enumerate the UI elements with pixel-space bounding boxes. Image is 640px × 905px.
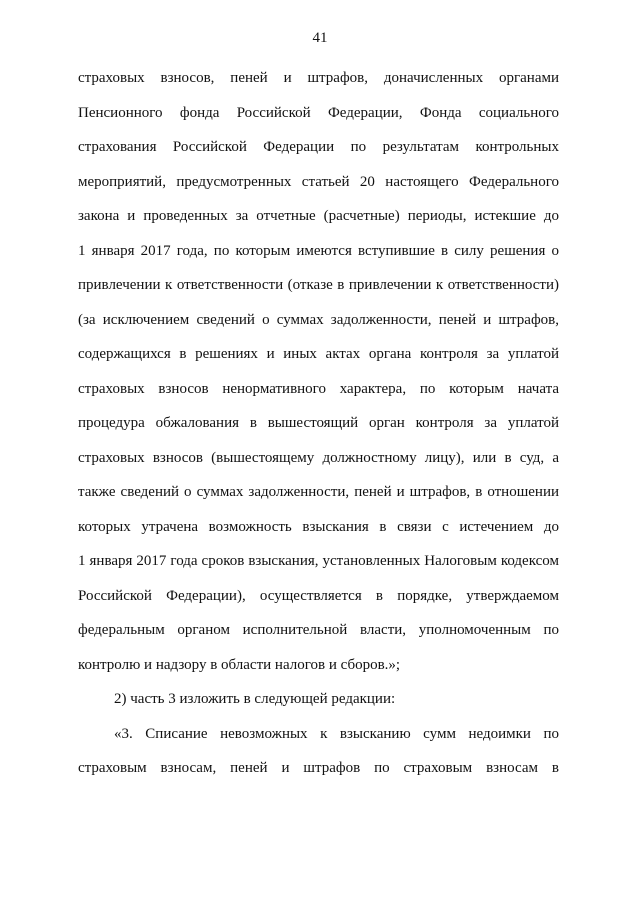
text-line: страховым взносам, пеней и штрафов по страховым взносам в [78, 760, 559, 776]
paragraph-item-2: 2) часть 3 изложить в следующей редакции: [114, 691, 396, 707]
document-body [78, 68, 559, 793]
text-line: страховых взносов (вышестоящему должностному лицу), или в суд, а [78, 449, 559, 466]
text-line: процедура обжалования в вышестоящий орган контроля за уплатой [78, 415, 559, 431]
text-line: 1 января 2017 года, по которым имеются вступившие в силу решения о [78, 242, 559, 259]
text-line: (за исключением сведений о суммах задолженности, пеней и штрафов, [78, 311, 559, 328]
text-line: страховых взносов, пеней и штрафов, доначисленных органами [78, 70, 559, 86]
text-line: закона и проведенных за отчетные (расчетные) периоды, истекшие до [78, 208, 559, 224]
page-number: 41 [312, 30, 328, 46]
text-line: Пенсионного фонда Российской Федерации, Фонда социального [78, 104, 559, 121]
text-line: страхования Российской Федерации по результатам контрольных [78, 139, 559, 155]
text-line: федеральным органом исполнительной власти, уполномоченным по [78, 622, 559, 638]
text-line: содержащихся в решениях и иных актах органа контроля за уплатой [78, 346, 559, 362]
text-line: контролю и надзору в области налогов и сборов.»; [78, 656, 401, 673]
text-line: также сведений о суммах задолженности, пеней и штрафов, в отношении [78, 484, 559, 500]
quoted-paragraph-start: «3. Списание невозможных к взысканию сумм недоимки по [114, 725, 559, 742]
text-line: мероприятий, предусмотренных статьей 20 настоящего Федерального [78, 173, 559, 190]
text-line: Российской Федерации), осуществляется в порядке, утверждаемом [78, 587, 559, 604]
text-line: которых утрачена возможность взыскания в связи с истечением до [78, 518, 559, 535]
text-line: 1 января 2017 года сроков взыскания, установленных Налоговым кодексом [78, 553, 559, 569]
text-line: привлечении к ответственности (отказе в привлечении к ответственности) [78, 277, 559, 293]
text-line: страховых взносов ненормативного характера, по которым начата [78, 380, 559, 397]
